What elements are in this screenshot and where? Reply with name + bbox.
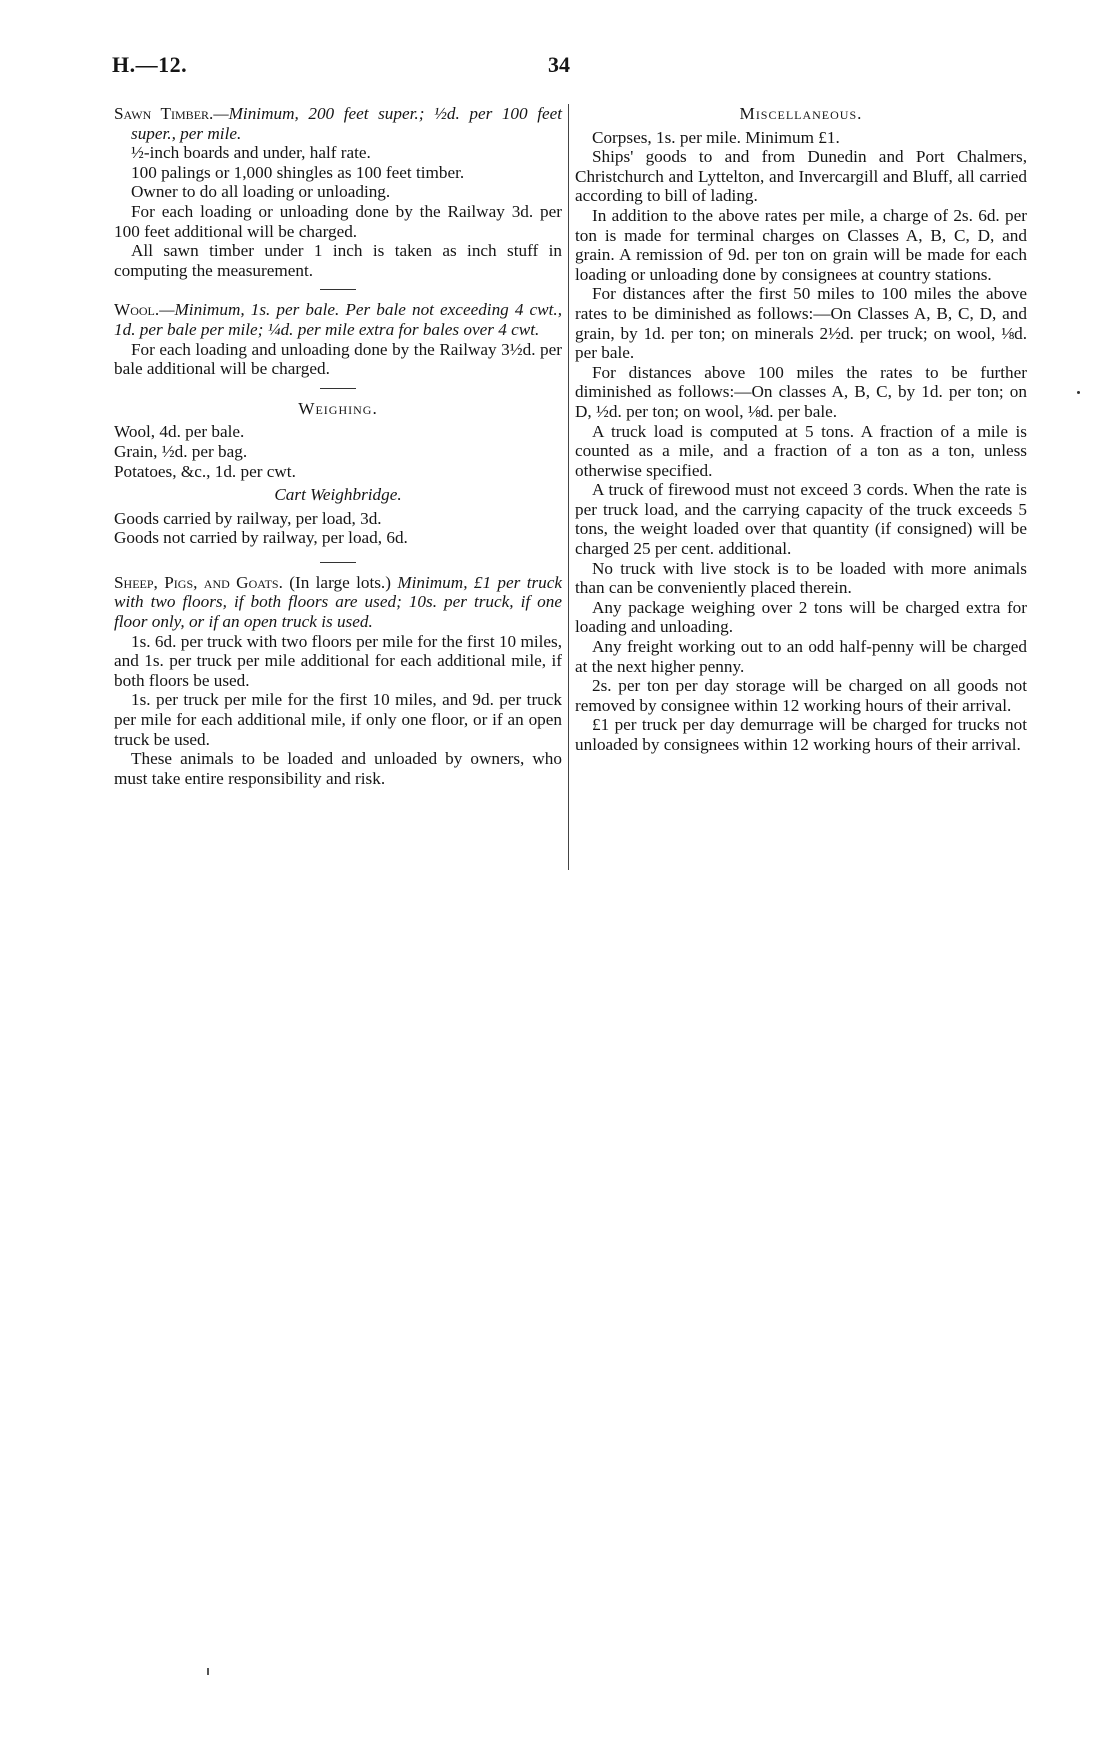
sawn-timber-line: Owner to do all loading or unloading. bbox=[131, 182, 391, 202]
sawn-timber-rate: —Minimum, 200 feet super.; ½d. per 100 feet super., per mile. bbox=[131, 104, 562, 143]
column-divider bbox=[568, 104, 569, 870]
sawn-timber-line: ½-inch boards and under, half rate. bbox=[131, 143, 371, 163]
misc-paragraph: Any freight working out to an odd half-penny will be charged at the next higher penny. bbox=[575, 637, 1027, 676]
weighbridge-line: Goods not carried by railway, per load, 6d. bbox=[114, 528, 408, 548]
sawn-timber-paragraph: All sawn timber under 1 inch is taken as inch stuff in computing the measurement. bbox=[114, 241, 562, 280]
misc-paragraph: For distances after the first 50 miles to 100 miles the above rates to be diminished as follows:—On Classes A, B, C, D, and grain, by 1d. per ton; on minerals 2½d. per truck; on wool, ⅛d. per bale. bbox=[575, 284, 1027, 363]
sawn-timber-paragraph: For each loading or unloading done by the Railway 3d. per 100 feet additional will be charged. bbox=[114, 201, 562, 241]
sheep-lots: (In large lots.) bbox=[289, 572, 391, 592]
wool-rate: —Minimum, 1s. per bale. Per bale not exceeding 4 cwt., 1d. per bale per mile; ¼d. per mile extra for bales over 4 cwt. bbox=[114, 300, 562, 339]
sawn-timber-heading bbox=[114, 104, 562, 143]
weighing-line: Wool, 4d. per bale. bbox=[114, 422, 245, 442]
page-number: 34 bbox=[548, 52, 570, 77]
wool-heading bbox=[114, 300, 562, 339]
weighbridge-line: Goods carried by railway, per load, 3d. bbox=[114, 508, 382, 528]
sawn-timber-title: Sawn Timber. bbox=[114, 104, 214, 123]
sheep-title: Sheep, Pigs, and Goats. bbox=[114, 572, 283, 592]
sheep-paragraph: 1s. per truck per mile for the first 10 miles, and 9d. per truck per mile for each additional mile, if only one floor, or if an open truck be used. bbox=[114, 690, 562, 749]
sheep-rate: Minimum, £1 per truck with two floors, if both floors are used; 10s. per truck, if one floor only, or if an open truck is used. bbox=[114, 572, 563, 632]
section-separator bbox=[320, 289, 356, 290]
misc-paragraph: Ships' goods to and from Dunedin and Port Chalmers, Christchurch and Lyttelton, and Invercargill and Bluff, all carried according to bill of lading. bbox=[575, 147, 1027, 206]
sawn-timber-line: 100 palings or 1,000 shingles as 100 feet timber. bbox=[131, 162, 465, 182]
wool-paragraph: For each loading and unloading done by the Railway 3½d. per bale additional will be charged. bbox=[114, 339, 562, 379]
page-header bbox=[0, 52, 1114, 84]
misc-paragraph: £1 per truck per day demurrage will be charged for trucks not unloaded by consignees within 12 working hours of their arrival. bbox=[575, 715, 1027, 754]
sheep-heading bbox=[114, 573, 562, 632]
weighing-line: Potatoes, &c., 1d. per cwt. bbox=[114, 461, 296, 481]
sheep-paragraph: 1s. 6d. per truck with two floors per mile for the first 10 miles, and 1s. per truck per mile additional for each additional mile, if both floors be used. bbox=[114, 631, 562, 690]
stray-mark bbox=[1077, 391, 1080, 394]
right-column bbox=[575, 104, 1027, 755]
misc-paragraph: In addition to the above rates per mile, a charge of 2s. 6d. per ton is made for terminal charges on Classes A, B, C, D, and grain. A remission of 9d. per ton on grain will be made for each loading or unloading done by consignees at country stations. bbox=[575, 205, 1027, 284]
misc-paragraph: A truck load is computed at 5 tons. A fraction of a mile is counted as a mile, and a fraction of a ton as a ton, unless otherwise specified. bbox=[575, 421, 1027, 480]
section-separator bbox=[320, 562, 356, 563]
sheep-paragraph: These animals to be loaded and unloaded by owners, who must take entire responsibility and risk. bbox=[114, 749, 562, 788]
misc-paragraph: 2s. per ton per day storage will be charged on all goods not removed by consignee within 12 working hours of their arrival. bbox=[575, 676, 1027, 715]
cart-weighbridge-heading: Cart Weighbridge. bbox=[274, 485, 402, 505]
weighing-line: Grain, ½d. per bag. bbox=[114, 441, 248, 461]
left-column bbox=[114, 104, 562, 788]
miscellaneous-heading: Miscellaneous. bbox=[739, 104, 863, 123]
section-separator bbox=[320, 388, 356, 389]
stray-mark bbox=[207, 1668, 209, 1675]
misc-paragraph: For distances above 100 miles the rates to be further diminished as follows:—On classes A, B, C, by 1d. per ton; on D, ½d. per ton; on wool, ⅛d. per bale. bbox=[575, 362, 1027, 421]
misc-paragraph: Corpses, 1s. per mile. Minimum £1. bbox=[592, 127, 840, 147]
wool-title: Wool. bbox=[114, 300, 160, 320]
weighing-heading: Weighing. bbox=[298, 398, 378, 418]
document-reference: H.—12. bbox=[112, 52, 188, 77]
misc-paragraph: Any package weighing over 2 tons will be charged extra for loading and unloading. bbox=[575, 597, 1027, 637]
misc-paragraph: A truck of firewood must not exceed 3 cords. When the rate is per truck load, and the carrying capacity of the truck exceeds 5 tons, the weight loaded over that quantity (if consigned) will be charged 25 per cent. additional. bbox=[575, 480, 1027, 559]
misc-paragraph: No truck with live stock is to be loaded with more animals than can be conveniently placed therein. bbox=[575, 558, 1027, 598]
